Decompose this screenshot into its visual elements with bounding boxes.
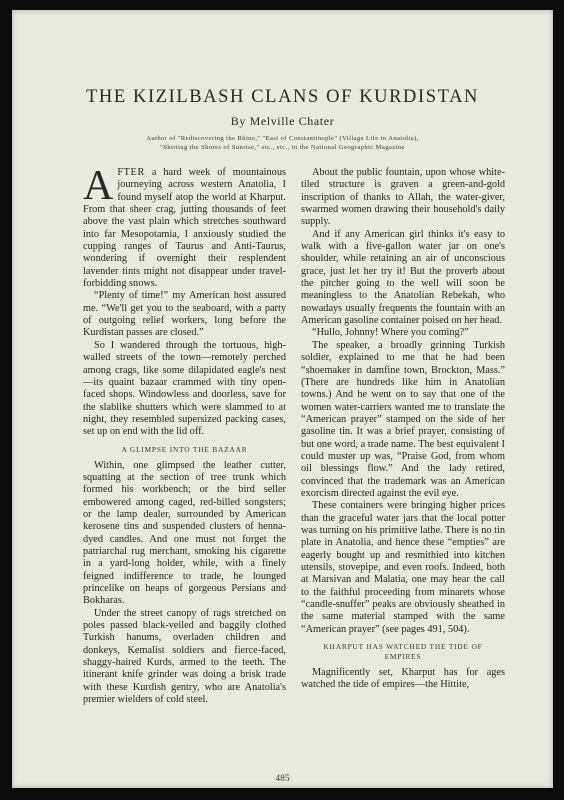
section-heading: A GLIMPSE INTO THE BAZAAR — [121, 444, 248, 454]
paragraph: Magnificently set, Kharput has for ages watched the tide of empires—the Hittite, — [301, 667, 505, 691]
paragraph: Within, one glimpsed the leather cutter, squatting at the section of tree trunk which formed his workbench; or the bird seller embowered among caged, red-billed songsters; or the lamp dealer, surrounded by American kerosene tins and suspended clusters of henna-dyed candles. And one must not forget the patriarchal rug merchant, smoking his cigarette in a yard-long holder, while, with a finely feigned indifference to trade, he lounged princelike on heaps of gorgeous Persians and Bokharas. — [83, 459, 286, 607]
paragraph-opening — [83, 163, 286, 290]
drop-cap: A — [83, 163, 114, 209]
opening-lead: FTER — [117, 167, 145, 178]
paragraph: “Hullo, Johnny! Where you coming?” — [312, 327, 469, 339]
page-number: 485 — [275, 774, 290, 784]
paragraph: These containers were bringing higher prices than the graceful water jars that the local potter was turning on his primitive lathe. There is no tin plate in Anatolia, and hence these “empties” are eagerly bought up and resmithied into kitchen utensils, stovepipe, and even roofs. Indeed, both at Marsivan and Malatia, one may hear the call to the faithful proceeding from minarets whose “candle-snuffer” peaks are obviously sheathed in the same material stamped with the same “American prayer” (see pages 491, 504). — [301, 500, 505, 635]
article-byline: By Melville Chater — [230, 114, 335, 128]
paragraph-text: a hard week of mountainous journeying across western Anatolia, I found myself atop the world at Kharput. From that sheer crag, jutting thousands of feet above the vast plain which stretches southward into far Mesopotamia, I anxiously studied the cupping ranges of Taurus and Anti-Taurus, wondering if overnight their resplendent lavender tints might not disappear under travel-forbidding snows. — [83, 167, 286, 290]
author-credits — [92, 134, 473, 152]
paragraph: Under the street canopy of rags stretched on poles passed black-veiled and baggily clothed Turkish hanums, overladen children and donkeys, Kemalist soldiers and fierce-faced, shaggy-haired Kurds, armed to the teeth. The itinerant knife grinder was doing a brisk trade with these Kurdish gentry, who are Anatolia's premier wielders of cold steel. — [83, 607, 286, 706]
paragraph: “Plenty of time!” my American host assured me. “We'll get you to the seaboard, with a party of outgoing relief workers, long before the Kurdistan passes are closed.” — [83, 290, 286, 339]
article-title: THE KIZILBASH CLANS OF KURDISTAN — [86, 87, 479, 107]
author-credits-line-2: "Skirting the Shores of Sunrise," etc., etc., in the National Geographic Magazine — [160, 144, 405, 151]
left-column — [83, 163, 286, 706]
paragraph: About the public fountain, upon whose white-tiled structure is graven a green-and-gold inscription of thanks to Allah, the water-giver, swarmed women drawing their household's daily supply. — [301, 167, 505, 228]
paragraph: So I wandered through the tortuous, high-walled streets of the town—remotely perched among crags, like some dilapidated eagle's nest—its quaint bazaar crammed with tiny open-faced shops. Windowless and doorless, save for the slablike shutters which were slammed to at night, they resembled supersized packing cases, set up on end with the lid off. — [83, 339, 286, 438]
paragraph: The speaker, a broadly grinning Turkish soldier, explained to me that he had been “shoemaker in damfine town, Brockton, Mass.” (There are hundreds like him in Anatolian towns.) And he went on to say that one of the women water-carriers wanted me to translate the “American prayer” stamped on the side of her gasoline tin. It was a brief prayer, consisting of but one word, a trade name. The best equivalent I could muster up was, “Praise God, from whom oil blessings flow.” And the lady retired, convinced that the trademark was an American exorcism directed against the evil eye. — [301, 339, 505, 499]
magazine-page — [12, 10, 553, 788]
right-column — [301, 167, 505, 692]
paragraph: And if any American girl thinks it's easy to walk with a five-gallon water jar on one's shoulder, while retaining an air of unconscious grace, just let her try it! But the proverb about the pitcher going to the well will soon be meaningless to the Anatolian Rebekah, who nowadays usually frequents the fountain with an American gasoline container poised on her head. — [301, 228, 505, 327]
section-heading: KHARPUT HAS WATCHED THE TIDE OF EMPIRES — [323, 642, 483, 662]
author-credits-line-1: Author of "Rediscovering the Rhine," "East of Constantinople" (Village Life in Anatolia), — [146, 135, 419, 142]
